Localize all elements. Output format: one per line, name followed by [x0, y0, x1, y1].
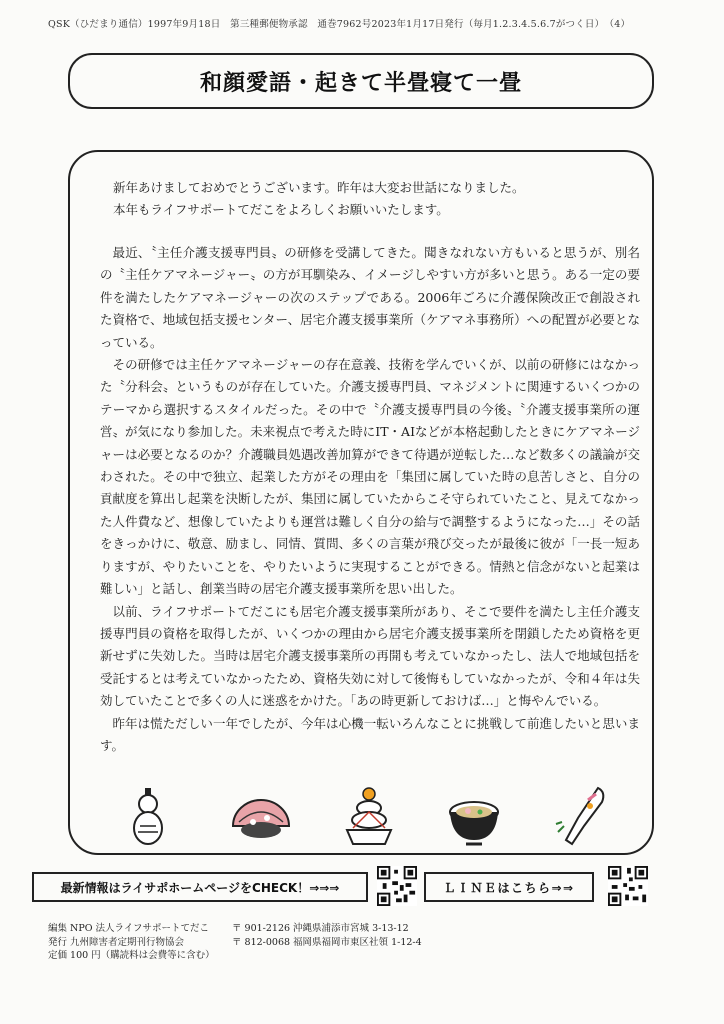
paragraph: その研修では主任ケアマネージャーの存在意義、技術を学んでいくが、以前の研修にはなかった〝分科会〟というものが存在していた。介護支援専門員、マネジメントに関連するいくつかのテーマから選択するスタイルだった。その中で〝介護支援専門員の今後〟〝介護支援事業所の運営〟が気になり参加した。未来視点で考えた時にIT・AIなどが本格起動したときにケアマネージャーは必要となるのか？介護職員処遇改善加算ができて待遇が逆転した…など数多くの議論が交わされた。その中で独立、起業した方がその理由を「集団に属していた時の息苦しさと、自分の貢献度を算出し起業を決断したが、集団に属していたからこそ守られていたこと、見えてなかった人件費など、想像していたよりも運営は難しく自分の給与で調整するようになった…」その話をきっかけに、敬意、励まし、同情、質問、多くの言葉が飛び交ったが最後に彼が「一長一短ありますが、やりたいことを、やりたいように実現することができる。情熱と信念がないと起業は難しい」と話し、創業当時の居宅介護支援事業所を思い出した。 [100, 357, 640, 597]
footer-editor: 編集 NPO 法人ライフサポートてだこ [48, 923, 209, 934]
footer-publisher: 発行 九州障害者定期刊行物協会 [48, 936, 185, 948]
greeting [113, 177, 633, 221]
gourd-icon [118, 782, 178, 846]
qr-code-icon[interactable] [377, 866, 417, 906]
greeting-line: 新年あけましておめでとうございます。昨年は大変お世話になりました。 [113, 180, 525, 195]
article-body [100, 242, 640, 757]
paragraph: 最近、〝主任介護支援専門員〟の研修を受講してきた。聞きなれない方もいると思うが、別名の〝主任ケアマネージャー〟の方が耳馴染み、イメージしやすい方が多いと思う。ある一定の要件を満たしたケアマネージャーの次のステップである。2006年ごろに介護保険改正で創設された資格で、地域包括支援センター、居宅介護支援事業所（ケアマネ事務所）への配置が必要となっている。 [100, 245, 640, 350]
greeting-line: 本年もライフサポートてだこをよろしくお願いいたします。 [113, 202, 449, 217]
header-line: QSK（ひだまり通信）1997年9月18日 第三種郵便物承認 通巻7962号2023年1月17日発行（毎月1.2.3.4.5.6.7がつく日） （4） [48, 19, 631, 30]
footer-publisher-info [48, 922, 215, 963]
page-title: 和顔愛語・起きて半畳寝て一畳 [199, 70, 522, 96]
paragraph: 以前、ライフサポートてだこにも居宅介護支援事業所があり、そこで要件を満たし主任介護支援専門員の資格を取得したが、いくつかの理由から居宅介護支援事業所を閉鎖したため資格を更新せずに失効した。当時は居宅介護支援事業所の再開も考えていなかったし、法人で地域包括を受託するとは考えていなかったため、資格失効に対して後悔もしていなかったが、令和４年は失効していたことで多くの人に迷惑をかけた。「あの時更新しておけば…」と悔やんでいる。 [100, 603, 640, 709]
kagami-mochi-icon [339, 782, 399, 846]
title-box [68, 53, 654, 109]
homepage-banner[interactable]: 最新情報はライサポホームページをCHECK！⇒⇒⇒ [32, 872, 368, 902]
hagoita-icon [548, 782, 608, 846]
qr-code-icon[interactable] [608, 866, 648, 906]
line-banner[interactable]: ＬＩＮＥはこちら⇒⇒ [424, 872, 594, 902]
footer-publisher-address: 〒 812-0068 福岡県福岡市東区社領 1-12-4 [232, 936, 422, 948]
footer-editor-address: 〒 901-2126 沖縄県浦添市宮城 3-13-12 [232, 923, 409, 934]
illustrations-row [118, 778, 608, 846]
ozoni-bowl-icon [444, 782, 504, 846]
footer-price: 定価 100 円（購読料は会費等に含む） [48, 950, 215, 961]
footer-addresses [232, 922, 422, 949]
fan-icon [223, 782, 295, 846]
paragraph: 昨年は慌ただしい一年でしたが、今年は心機一転いろんなことに挑戦して前進したいと思います。 [100, 715, 640, 753]
